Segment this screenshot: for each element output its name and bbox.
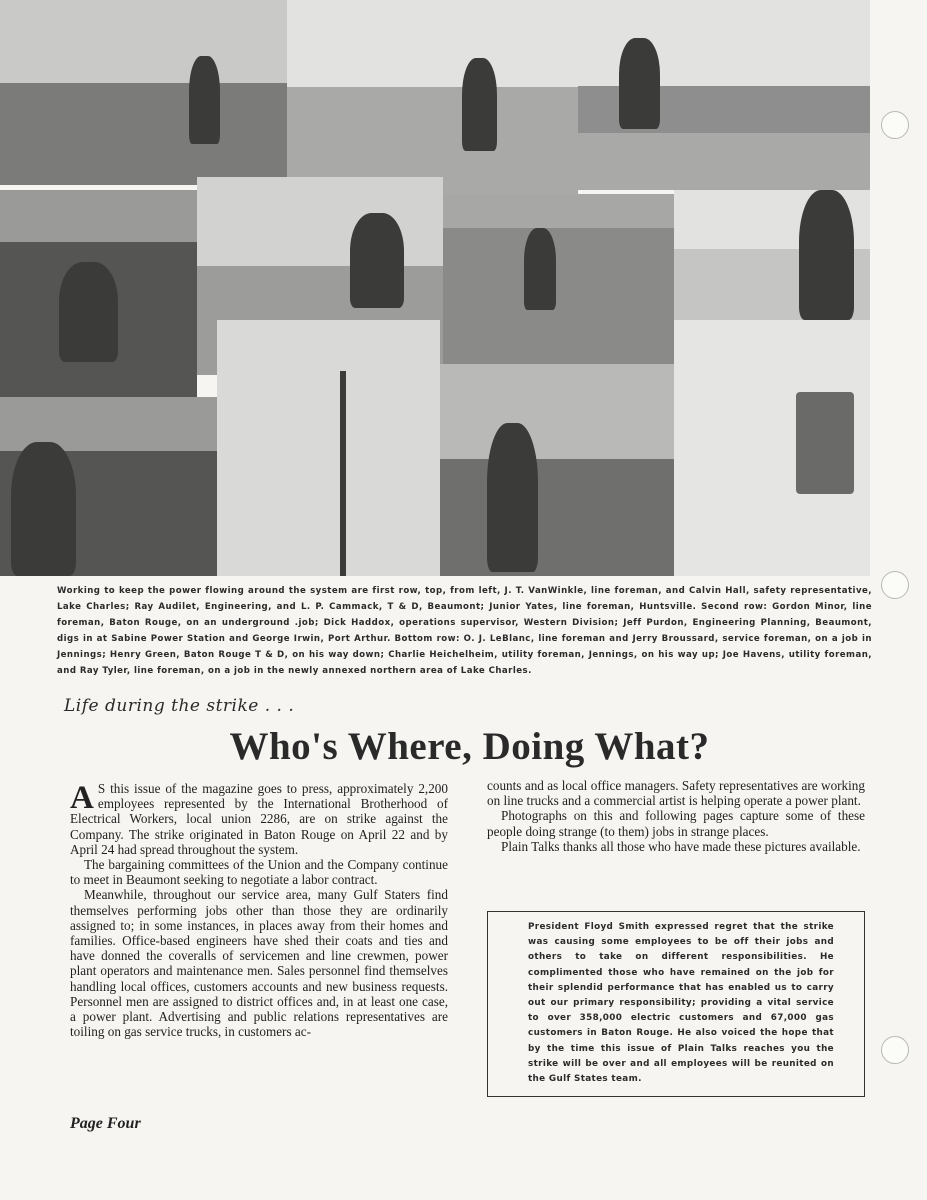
- photo-vanwinkle-hall: [0, 0, 305, 185]
- photo-heichelheim: [440, 364, 674, 576]
- article-column-left: [70, 781, 448, 1039]
- president-statement-box: [487, 911, 865, 1097]
- photo-audilet-cammack-truck: [287, 0, 578, 194]
- article-paragraph: A S this issue of the magazine goes to press, approximately 2,200 employees represented by the International Brotherhood of Electrical Workers, local union 2286, are on strike against the Company. The strike originated in Baton Rouge on April 22 and by April 24 had spread throughout the system.: [70, 780, 448, 857]
- headline: Who's Where, Doing What?: [229, 725, 710, 768]
- article-paragraph: Plain Talks thanks all those who have made these pictures available.: [501, 838, 861, 854]
- photo-yates-pole: [578, 0, 870, 190]
- article-paragraph: Photographs on this and following pages capture some of these people doing strange (to them) jobs in strange places.: [487, 808, 865, 839]
- photo-purdon-digging: [443, 194, 674, 364]
- photo-leblanc-broussard: [0, 397, 217, 576]
- binder-hole: [881, 111, 909, 139]
- binder-hole: [881, 1036, 909, 1064]
- kicker: Life during the strike . . .: [64, 696, 295, 716]
- binder-hole: [881, 571, 909, 599]
- photo-irwin-office: [674, 190, 870, 320]
- article-paragraph: Meanwhile, throughout our service area, many Gulf Staters find themselves performing jobs other than those they are ordinarily assigned to; in some instances, in places away from their homes and families. Office-based engineers have shed their coats and ties and have donned the coveralls of servicemen and line crewmen, power plant operators and maintenance men. Sales personnel find themselves handling local offices, customers accounts and new business requests. Personnel men are assigned to district offices and, in at least one case, a power plant. Advertising and public relations representatives are toiling on gas service trucks, in customers ac-: [70, 887, 448, 1040]
- photo-caption: Working to keep the power flowing around the system are first row, top, from left, J. T. VanWinkle, line foreman, and Calvin Hall, safety representative, Lake Charles; Ray Audilet, Engineering, and L. P. Cammack, T & D, Beaumont; Junior Yates, line foreman, Huntsville. Second row: Gordon Minor, line foreman, Baton Rouge, on an underground .job; Dick Haddox, operations supervisor, Western Division; Jeff Purdon, Engineering Planning, Beaumont, digs in at Sabine Power Station and George Irwin, Port Arthur. Bottom row: O. J. LeBlanc, line foreman and Jerry Broussard, service foreman, on a job in Jennings; Henry Green, Baton Rouge T & D, on his way down; Charlie Heichelheim, utility foreman, Jennings, on his way up; Joe Havens, utility foreman, and Ray Tyler, line foreman, on a job in the newly annexed northern area of Lake Charles.: [57, 586, 872, 676]
- article-column-right: [487, 778, 865, 854]
- photo-minor-trench: [0, 190, 197, 397]
- page-number: Page Four: [70, 1115, 141, 1132]
- photo-havens-tyler-bucket: [674, 320, 870, 576]
- photo-green-pole: [217, 320, 440, 576]
- drop-cap: A: [70, 780, 94, 816]
- article-paragraph: counts and as local office managers. Safety representatives are working on line trucks and a commercial artist is helping operate a power plant.: [487, 778, 865, 809]
- article-paragraph: The bargaining committees of the Union and the Company continue to meet in Beaumont seeking to negotiate a labor contract.: [70, 857, 448, 888]
- president-statement: President Floyd Smith expressed regret that the strike was causing some employees to be off their jobs and others to take on different responsibilities. He complimented those who have remained on the job for their splendid performance that has enabled us to carry out our primary responsibility; providing a vital service to over 358,000 electric customers and 67,000 gas customers in Baton Rouge. He also voiced the hope that by the time this issue of Plain Talks reaches you the strike will be over and all employees will be reunited on the Gulf States team.: [528, 922, 834, 1085]
